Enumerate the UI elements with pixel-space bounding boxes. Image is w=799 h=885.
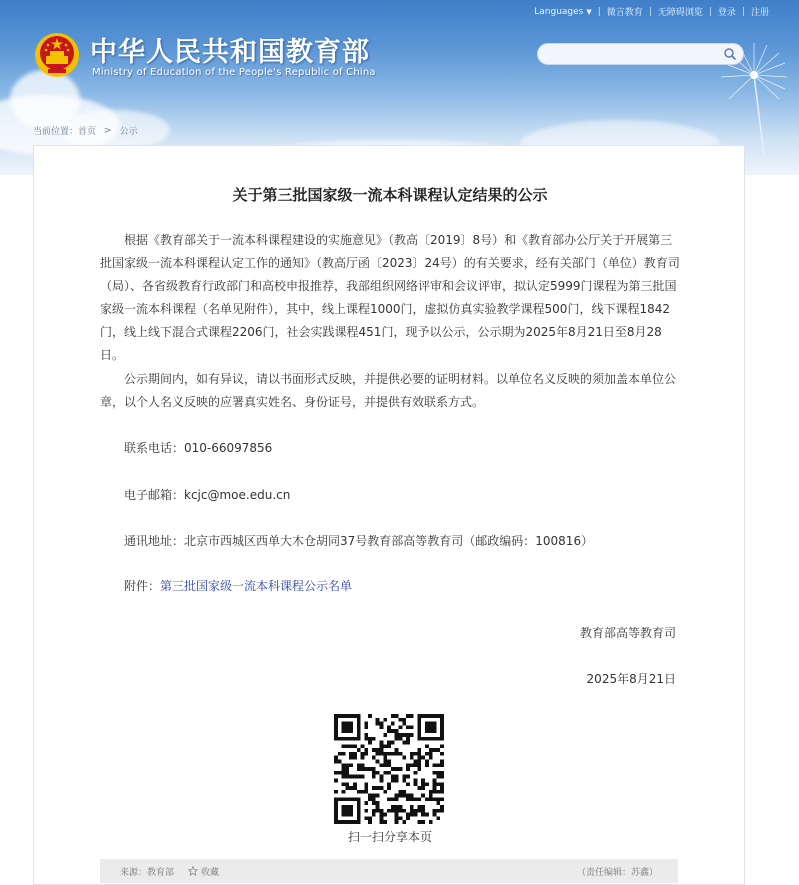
- breadcrumb-home-link[interactable]: 首页: [78, 127, 97, 137]
- search-input[interactable]: [538, 47, 718, 67]
- article-source: 来源：教育部: [120, 867, 175, 878]
- responsible-editor: （责任编辑：苏鑫）: [576, 867, 658, 878]
- article-paragraph: 根据《教育部关于一流本科课程建设的实施意见》（教高〔2019〕8号）和《教育部办公厅关于开展第三批国家级一流本科课程认定工作的通知》（教高厅函〔2023〕24号）的有关要求，经有关部门（单位）教育司（局）、各省级教育行政部门和高校申报推荐，我部组织网络评审和会议评审，拟认定5999门课程为第三批国家级一流本科课程（名单见附件），其中，线上课程1000门，虚拟仿真实验教学课程500门，线下课程1842门，线上线下混合式课程2206门，社会实践课程451门，现予以公示，公示期为2025年8月21日至8月28日。: [100, 233, 680, 362]
- weiyan-education-link[interactable]: 微言教育: [606, 8, 643, 18]
- contact-phone: 联系电话：010-66097856: [124, 441, 273, 455]
- login-link[interactable]: 登录: [717, 8, 736, 18]
- article-container: [33, 145, 745, 885]
- site-subtitle: Ministry of Education of the People's Republic of China: [92, 67, 376, 78]
- top-links-bar: Languages ▼ | 微言教育 | 无障碍浏览 | 登录 | 注册: [534, 6, 769, 18]
- search-icon[interactable]: [723, 47, 737, 61]
- register-link[interactable]: 注册: [750, 8, 769, 18]
- signature-department: 教育部高等教育司: [579, 626, 676, 640]
- article-footer-bar: [100, 859, 678, 883]
- attachment-label: 附件：: [124, 579, 161, 593]
- article-title: 关于第三批国家级一流本科课程认定结果的公示: [232, 186, 548, 204]
- search-box: [537, 43, 744, 65]
- signature-date: 2025年8月21日: [586, 672, 676, 686]
- contact-address: 通讯地址：北京市西城区西单大木仓胡同37号教育部高等教育司（邮政编码：100816）: [124, 534, 594, 548]
- breadcrumb-current-link[interactable]: 公示: [119, 127, 138, 137]
- star-icon: [188, 866, 198, 876]
- breadcrumb: [33, 124, 138, 137]
- favorite-button[interactable]: [188, 865, 219, 878]
- attachment-line: [124, 577, 352, 594]
- breadcrumb-separator: >: [104, 125, 112, 136]
- languages-link[interactable]: Languages: [534, 6, 584, 17]
- chevron-down-icon[interactable]: ▼: [586, 7, 592, 16]
- accessibility-link[interactable]: 无障碍浏览: [657, 8, 703, 18]
- qr-caption: 扫一扫分享本页: [347, 830, 432, 844]
- contact-email: 电子邮箱：kcjc@moe.edu.cn: [124, 488, 291, 502]
- site-title[interactable]: 中华人民共和国教育部: [90, 37, 370, 68]
- article-paragraph: 公示期间内，如有异议，请以书面形式反映，并提供必要的证明材料。以单位名义反映的须加盖本单位公章，以个人名义反映的应署真实姓名、身份证号，并提供有效联系方式。: [100, 372, 677, 409]
- favorite-label: 收藏: [201, 867, 220, 878]
- national-emblem-icon: [34, 32, 80, 78]
- breadcrumb-label: 当前位置：: [33, 127, 79, 137]
- qr-code-image: [334, 714, 444, 824]
- attachment-link[interactable]: 第三批国家级一流本科课程公示名单: [160, 579, 353, 593]
